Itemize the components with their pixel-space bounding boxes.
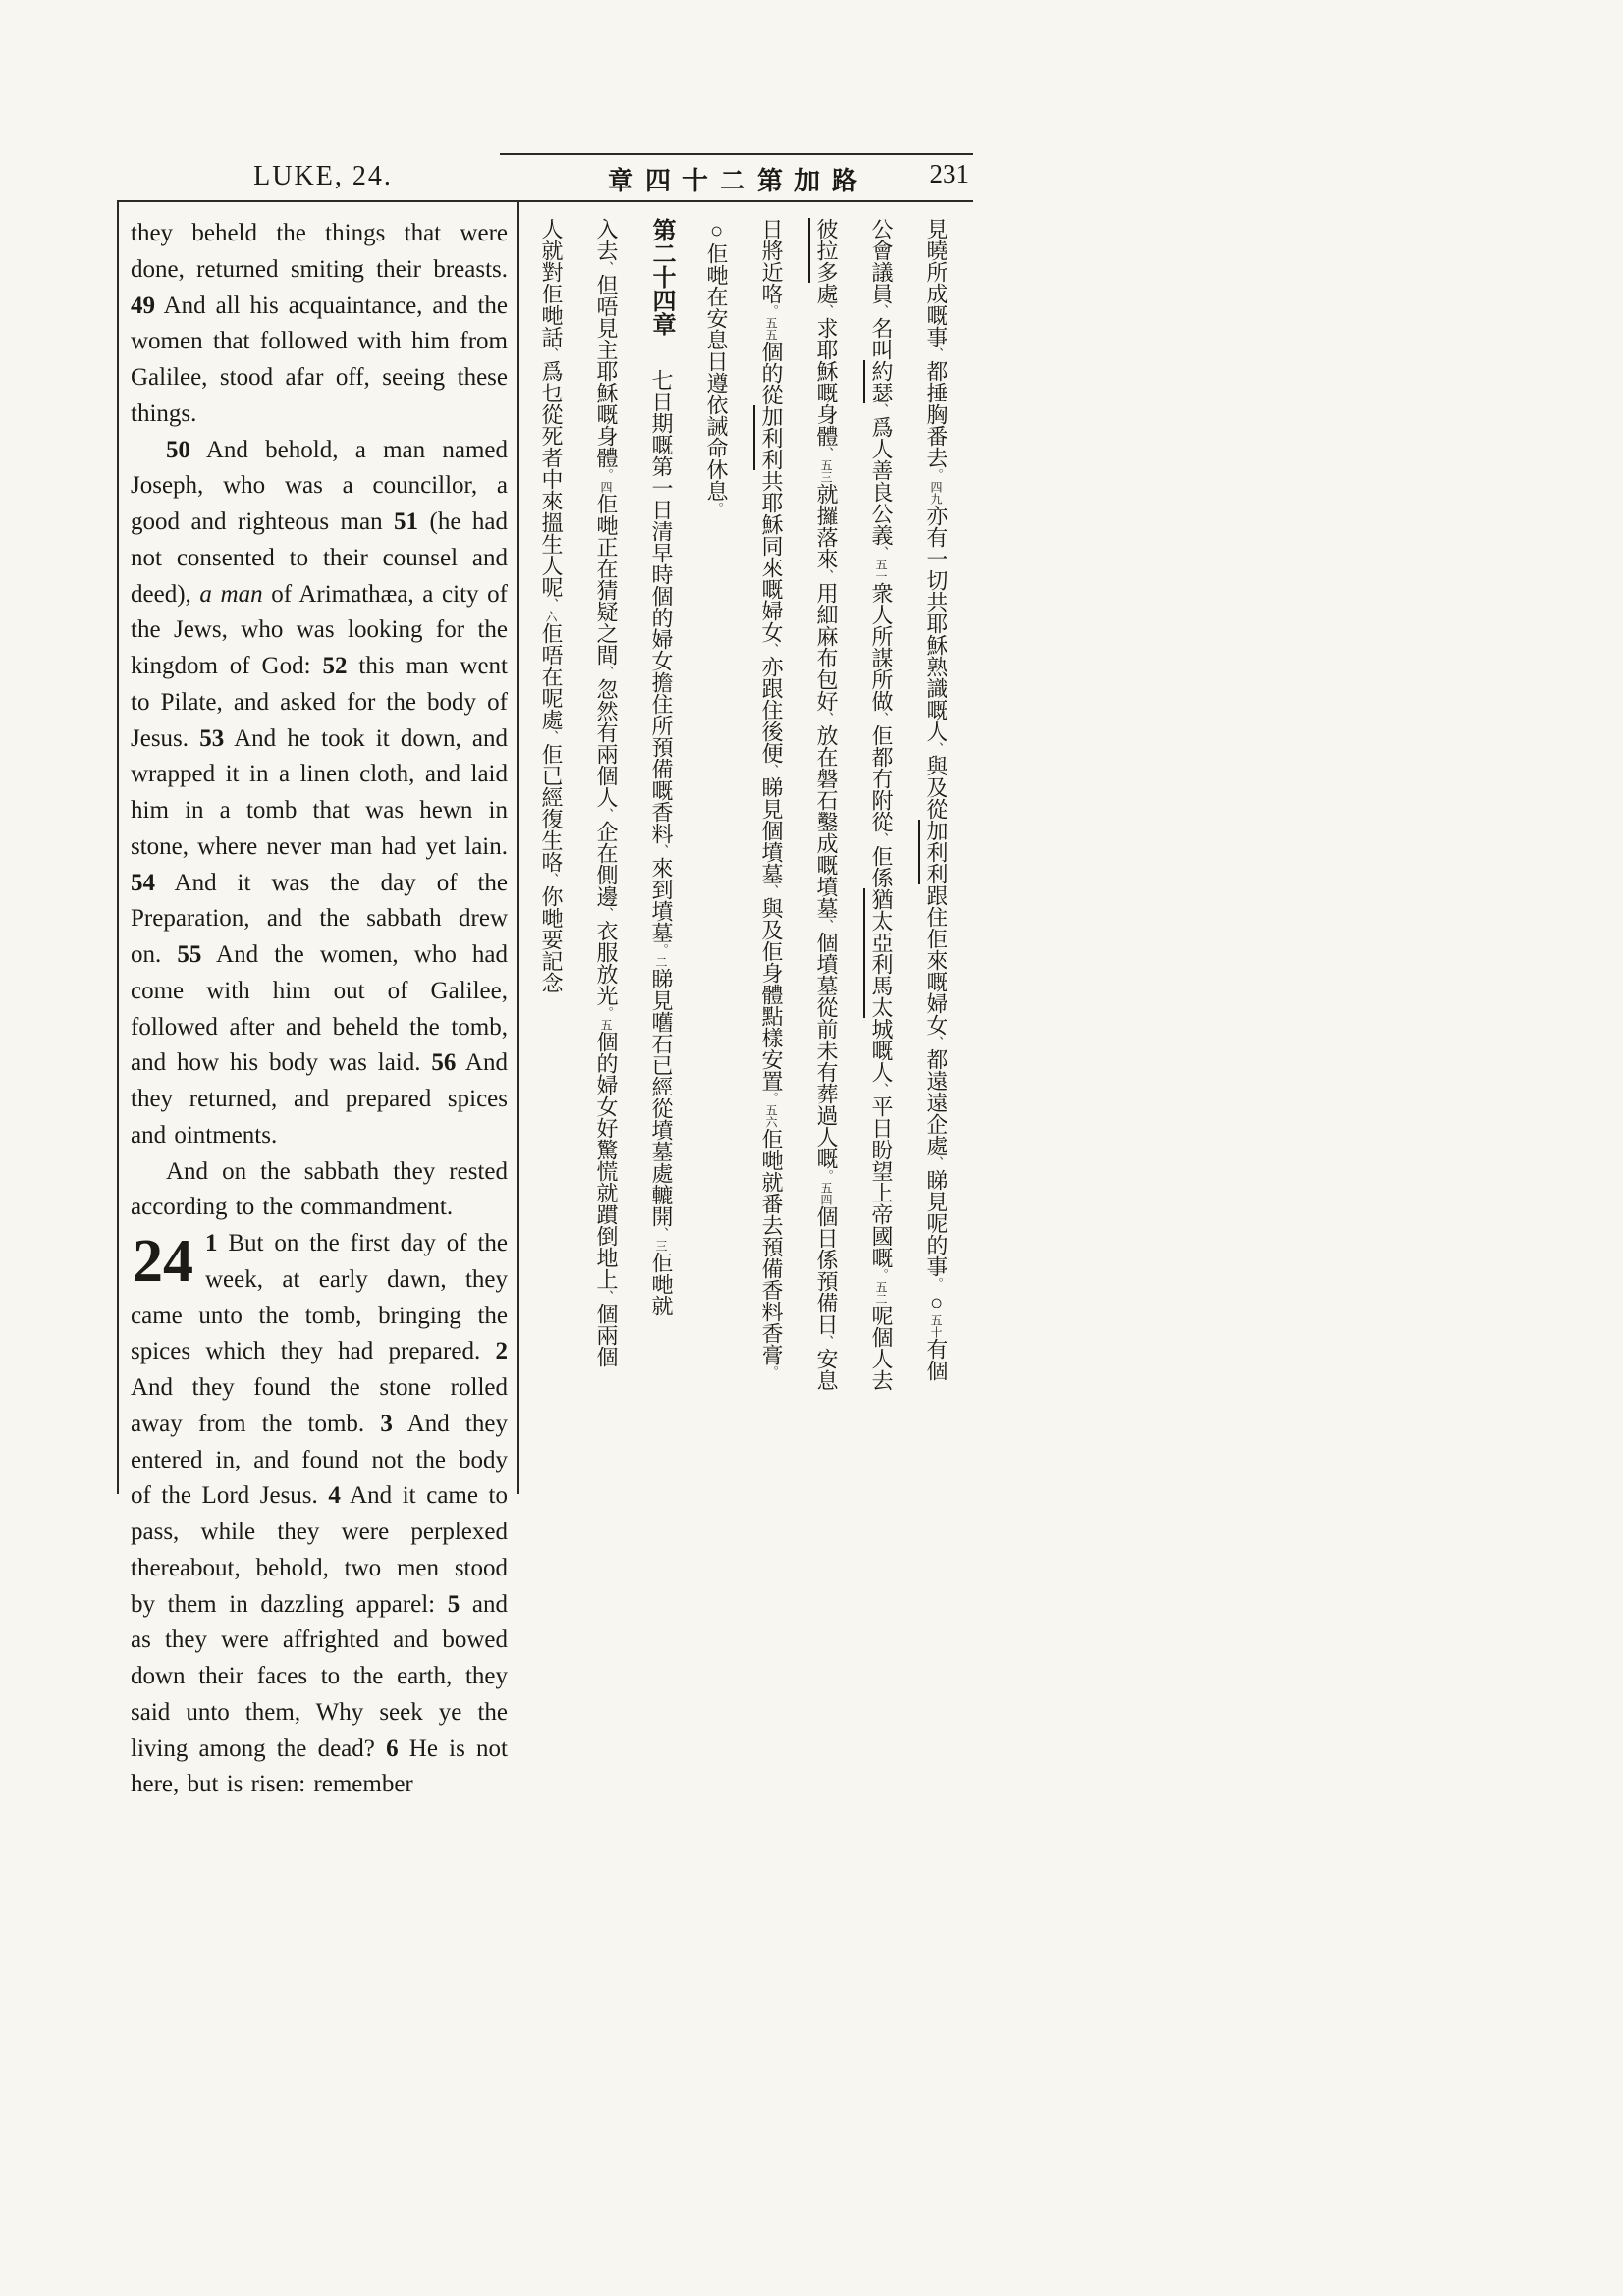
chinese-column: 彼拉多處、求耶穌嘅身體、五三就攞落來、用細麻布包好、放在磐石鑿成嘅墳墓、個墳墓從前未有葬過人嘅。五四個日係預備日、安息 (814, 218, 839, 1391)
chinese-column: 日將近咯。五五個的從加利利共耶穌同來嘅婦女、亦跟住後便、睇見個墳墓、與及佢身體點樣安置。五六佢哋就番去預備香料香膏。 (759, 218, 784, 1378)
chinese-column: 公會議員、名叫約瑟、爲人善良公義、五一衆人所謀所做、佢都冇附從、佢係猶太亞利馬太城嘅人、平日盼望上帝國嘅。五二呢個人去 (869, 218, 893, 1391)
english-paragraph: And on the sabbath they rested according to the commandment. (131, 1157, 508, 1221)
header-title-chinese: 章四十二第加路 (608, 167, 870, 195)
chinese-column: 見曉所成嘅事、都捶胸番去。四九亦有一切共耶穌熟識嘅人、與及從加利利跟住佢來嘅婦女、都遠遠企處、睇見呢的事。○五十有個 (924, 218, 948, 1381)
chinese-column: 入去、但唔見主耶穌嘅身體。四佢哋正在猜疑之間、忽然有兩個人、企在側邊、衣服放光。五個的婦女好驚慌就躀倒地上、個兩個 (594, 218, 619, 1367)
top-rule (500, 153, 973, 155)
page-header (117, 147, 973, 202)
english-paragraph: they beheld the things that were done, returned smiting their breasts. 49 And all his acquaintance, and the women that followed with him from Galilee, stood afar off, seeing these things. (131, 220, 508, 427)
header-title-english: LUKE, 24. (253, 161, 393, 191)
english-paragraph: 24 1 But on the first day of the week, at early dawn, they came unto the tomb, bringing the spices which they had prepared. 2 And they found the stone rolled away from the tomb. 3 And they entered in, and found not the body of the Lord Jesus. 4 And it came to pass, while they were perplexed thereabout, behold, two men stood by them in dazzling apparel: 5 and as they were affrighted and bowed down their faces to the earth, they said unto them, Why seek ye the living among the dead? 6 He is not here, but is risen: remember (131, 1228, 509, 1798)
english-column (119, 202, 517, 1798)
page-body (117, 202, 973, 1798)
page-number: 231 (929, 159, 969, 188)
chinese-section (519, 202, 973, 1494)
english-paragraph: 50 And behold, a man named Joseph, who was a councillor, a good and righteous man 51 (he had not consented to their counsel and deed), a man of Arimathæa, a city of the Jews, who was looking for the kingdom of God: 52 this man went to Pilate, and asked for the body of Jesus. 53 And he took it down, and wrapped it in a linen cloth, and laid him in a tomb that was hewn in stone, where never man had yet lain. 54 And it was the day of the Preparation, and the sabbath drew on. 55 And the women, who had come with him out of Galilee, followed after and beheld the tomb, and how his body was laid. 56 And they returned, and prepared spices and ointments. (131, 436, 509, 1148)
page (117, 147, 973, 1798)
chinese-column: 第二十四章七日期嘅第一日清早時個的婦女擔住所預備嘅香料、來到墳墓。二睇見嚿石已經從墳墓處轆開、三佢哋就 (648, 218, 674, 1316)
chinese-column: 人就對佢哋話、爲乜從死者中來搵生人呢、六佢唔在呢處、佢已經復生咯、你哋要記念 (539, 218, 564, 993)
chinese-column: ○佢哋在安息日遵依誡命休息。 (704, 218, 729, 514)
chapter-number: 24 (133, 1228, 193, 1295)
